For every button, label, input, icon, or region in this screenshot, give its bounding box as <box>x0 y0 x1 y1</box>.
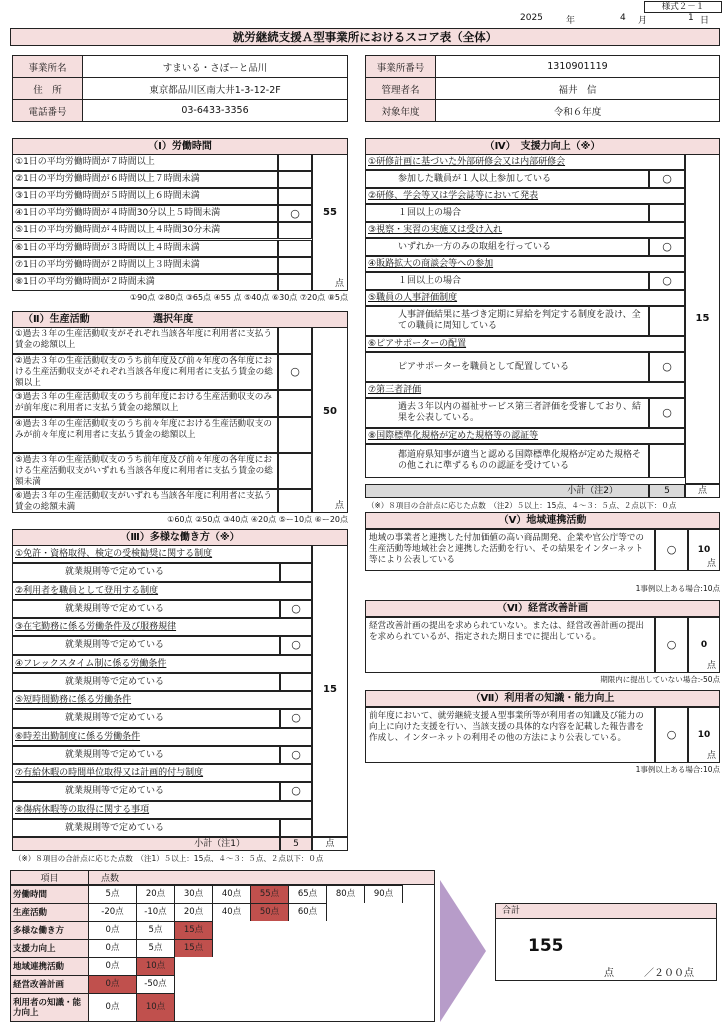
summary-cell: 0点 <box>89 975 137 993</box>
summary-cell: 90点 <box>365 885 403 903</box>
sec3-item-heading: ②利用者を職員として登用する制度 <box>12 582 312 600</box>
sec3-score-cell <box>312 545 348 837</box>
summary-cell: 40点 <box>213 903 251 921</box>
sec3-item-label: 就業規則等で定めている <box>12 673 280 691</box>
sec3-item-label: 就業規則等で定めている <box>12 819 280 837</box>
sec2-item-label: ①過去３年の生産活動収支がそれぞれ当該各年度に利用者に支払う賃金の総額以上 <box>12 327 278 354</box>
summary-cell: 80点 <box>327 885 365 903</box>
sec4-item-label: 都道府県知事が適当と認める国際標準化規格が定めた規格その他これに準ずるものの認証を受けている <box>365 444 649 478</box>
sec4-item-mark <box>649 204 685 222</box>
summary-cell: 15点 <box>175 939 213 957</box>
phone-row <box>13 100 348 122</box>
summary-cell: 30点 <box>175 885 213 903</box>
sec4-item-heading: ②研修、学会等又は学会誌等において発表 <box>365 188 685 204</box>
total-label: 合計 <box>496 904 716 919</box>
sec4-item-mark: ○ <box>649 352 685 382</box>
date-month: 4 <box>620 13 626 23</box>
label: 事業所番号 <box>366 56 436 78</box>
sec5-mark: ○ <box>655 529 688 571</box>
label: 管理者名 <box>366 78 436 100</box>
sec4-item-label: いずれか一方のみの取組を行っている <box>365 238 649 256</box>
summary-cell: -10点 <box>137 903 175 921</box>
sec1-body <box>12 154 348 291</box>
sec3-item-heading: ④フレックスタイム制に係る労働条件 <box>12 655 312 673</box>
sec1-unit: 点 <box>334 279 344 289</box>
sec2-unit: 点 <box>334 501 344 511</box>
summary-cell: 65点 <box>289 885 327 903</box>
sec4-subtotal: 5 <box>649 484 685 498</box>
sec3-item-label: 就業規則等で定めている <box>12 709 280 727</box>
sec4-unit: 点 <box>685 484 720 498</box>
sec4-item-mark <box>649 306 685 336</box>
sec6-note: 期限内に提出していない場合:-50点 <box>600 675 720 684</box>
sec1-item-mark <box>278 171 312 188</box>
summary-cell: 20点 <box>175 903 213 921</box>
sec3-score: 15 <box>323 684 337 695</box>
sec7-unit: 点 <box>706 751 716 761</box>
sec6-mark: ○ <box>655 617 688 673</box>
sec5-note: 1事例以上ある場合:10点 <box>635 584 720 593</box>
sec1-item-mark <box>278 274 312 291</box>
value: 福井 信 <box>436 78 720 100</box>
sec4-item-mark <box>649 444 685 478</box>
sec1-item-mark <box>278 154 312 171</box>
form-number: 様式２－１ <box>644 1 722 13</box>
sec4-item-label: １回以上の場合 <box>365 204 649 222</box>
sec7-score: 10 <box>697 730 711 740</box>
summary-cell: 5点 <box>137 939 175 957</box>
summary-cell: 0点 <box>89 993 137 1021</box>
sec4-item-heading: ④販路拡大の商談会等への参加 <box>365 256 685 272</box>
sec5-unit: 点 <box>706 559 716 569</box>
summary-cell: 10点 <box>137 957 175 975</box>
sec5-score-cell <box>688 529 720 571</box>
sec4-item-heading: ⑤職員の人事評価制度 <box>365 290 685 306</box>
sec3-subtotal-label: 小計（注1） <box>12 837 280 851</box>
sec2-note: ①60点 ②50点 ③40点 ④20点 ⑤ー10点 ⑥ー20点 <box>167 515 348 524</box>
sec1-item-label: ⑦1日の平均労働時間が２時間以上３時間未満 <box>12 257 278 274</box>
facility-name-row <box>13 56 348 78</box>
sec3-item-mark: ○ <box>280 636 312 654</box>
sec4-note: （※）８項目の合計点に応じた点数 （注2）５以上：15点、４～３：５点、２点以下：０点 <box>367 501 677 510</box>
sec3-item-mark: ○ <box>280 709 312 727</box>
sec4-item-heading: ⑥ピアサポーターの配置 <box>365 336 685 352</box>
sec4-subtotal-label: 小計（注2） <box>365 484 649 498</box>
sec2-title: （Ⅱ）生産活動 <box>23 314 90 325</box>
sec5-text: 地域の事業者と連携した付加価値の高い商品開発、企業や官公庁等での生産活動等地域社会と連携した活動を行い、その結果をインターネット等により公表している <box>365 529 655 571</box>
sec3-item-heading: ①免許・資格取得、検定の受検勧奨に関する制度 <box>12 545 312 563</box>
summary-cell: -20点 <box>89 903 137 921</box>
sec7-text: 前年度において、就労継続支援Ａ型事業所等が利用者の知識及び能力の向上に向けた支援を行い、当該支援の具体的な内容を記載した報告書を作成し、インターネットの利用その他の方法により公表している。 <box>365 707 655 763</box>
summary-cell: 5点 <box>137 921 175 939</box>
summary-cell: 55点 <box>251 885 289 903</box>
sec2-item-label: ②過去３年の生産活動収支のうち前年度及び前々年度の各年度における生産活動収支がそれぞれ当該各年度に利用者に支払う賃金の総額以上 <box>12 354 278 390</box>
sec3-item-mark <box>280 819 312 837</box>
sec3-item-label: 就業規則等で定めている <box>12 600 280 618</box>
sec2-header <box>12 311 348 328</box>
summary-row-label: 経営改善計画 <box>11 975 89 993</box>
sec3-item-heading: ⑥時差出勤制度に係る労働条件 <box>12 728 312 746</box>
sec4-item-mark: ○ <box>649 398 685 428</box>
sec1-item-mark <box>278 222 312 239</box>
summary-cell: 0点 <box>89 957 137 975</box>
sec3-item-mark: ○ <box>280 600 312 618</box>
sec6-unit: 点 <box>706 661 716 671</box>
sec3-title: （Ⅲ）多様な働き方（※） <box>12 529 348 546</box>
facility-meta-table <box>365 55 720 122</box>
summary-cell: 60点 <box>289 903 327 921</box>
sec2-item-label: ⑤過去３年の生産活動収支のうち前年度及び前々年度の各年度における生産活動収支がいずれも当該各年度に利用者に支払う賃金の総額未満 <box>12 453 278 489</box>
sec4-item-mark: ○ <box>649 238 685 256</box>
sec3-item-heading: ⑤短時間勤務に係る労働条件 <box>12 691 312 709</box>
sec3-unit: 点 <box>312 837 348 851</box>
sec4-item-label: ピアサポーターを職員として配置している <box>365 352 649 382</box>
sec2-item-mark <box>278 489 312 513</box>
sec1-item-label: ⑤1日の平均労働時間が４時間以上４時間30分未満 <box>12 222 278 239</box>
date <box>520 13 720 25</box>
sec4-item-mark: ○ <box>649 272 685 290</box>
sec7-title: （Ⅶ）利用者の知識・能力向上 <box>365 690 720 707</box>
sec7-note: 1事例以上ある場合:10点 <box>635 765 720 774</box>
sec4-item-heading: ⑧国際標準化規格が定めた規格等の認証等 <box>365 428 685 444</box>
summary-cell: 0点 <box>89 939 137 957</box>
sec3-item-heading: ⑦有給休暇の時間単位取得又は計画的付与制度 <box>12 764 312 782</box>
sec3-item-mark <box>280 563 312 581</box>
total-unit: 点 <box>604 968 614 979</box>
sec2-item-mark <box>278 390 312 417</box>
summary-row-label: 支援力向上 <box>11 939 89 957</box>
summary-table <box>10 870 435 1022</box>
sec1-item-mark <box>278 188 312 205</box>
sec1-item-label: ②1日の平均労働時間が６時間以上７時間未満 <box>12 171 278 188</box>
sec3-subtotal: 5 <box>280 837 312 851</box>
sec3-item-label: 就業規則等で定めている <box>12 563 280 581</box>
sec2-subtitle: 選択年度 <box>153 314 194 325</box>
summary-cell: 15点 <box>175 921 213 939</box>
sec3-note: （※）８項目の合計点に応じた点数 （注1）５以上：15点、４～３：５点、２点以下：０点 <box>14 854 324 863</box>
sec3-item-label: 就業規則等で定めている <box>12 782 280 800</box>
total-box <box>495 903 717 981</box>
summary-row-label: 多様な働き方 <box>11 921 89 939</box>
value: すまいる・さぽーと品川 <box>83 56 348 78</box>
sec3-item-heading: ⑧傷病休暇等の取得に関する事項 <box>12 801 312 819</box>
label: 電話番号 <box>13 100 83 122</box>
label: 対象年度 <box>366 100 436 122</box>
sec2-item-mark: ○ <box>278 354 312 390</box>
sec1-item-mark <box>278 257 312 274</box>
summary-cell: 5点 <box>89 885 137 903</box>
facility-info-table <box>12 55 348 122</box>
sec1-item-label: ③1日の平均労働時間が５時間以上６時間未満 <box>12 188 278 205</box>
sec6-title: （Ⅵ）経営改善計画 <box>365 600 720 617</box>
sec1-item-label: ⑥1日の平均労働時間が３時間以上４時間未満 <box>12 240 278 257</box>
sec2-item-mark <box>278 453 312 489</box>
label: 事業所名 <box>13 56 83 78</box>
sec4-score-cell <box>685 154 720 484</box>
sec5-title: （Ⅴ）地域連携活動 <box>365 512 720 529</box>
sec3-item-label: 就業規則等で定めている <box>12 636 280 654</box>
sec3-item-mark <box>280 673 312 691</box>
sec6-text: 経営改善計画の提出を求められていない。または、経営改善計画の提出を求められているが、指定された期日までに提出している。 <box>365 617 655 673</box>
sec4-item-heading: ③視察・実習の実施又は受け入れ <box>365 222 685 238</box>
sec7-score-cell <box>688 707 720 763</box>
address-row <box>13 78 348 100</box>
sec6-score: 0 <box>700 640 708 650</box>
sec1-item-label: ④1日の平均労働時間が４時間30分以上５時間未満 <box>12 205 278 222</box>
arrow-icon <box>440 880 486 1022</box>
sec1-item-mark <box>278 240 312 257</box>
sec2-item-label: ③過去３年の生産活動収支のうち前年度における生産活動収支のみが前年度に利用者に支払う賃金の総額以上 <box>12 390 278 417</box>
sec1-item-label: ⑧1日の平均労働時間が２時間未満 <box>12 274 278 291</box>
sec1-note: ①90点 ②80点 ③65点 ④55 点 ⑤40点 ⑥30点 ⑦20点 ⑧5点 <box>129 293 348 302</box>
sec4-item-label: １回以上の場合 <box>365 272 649 290</box>
sec2-item-label: ⑥過去３年の生産活動収支がいずれも当該各年度に利用者に支払う賃金の総額未満 <box>12 489 278 513</box>
facility-number-row <box>366 56 720 78</box>
manager-row <box>366 78 720 100</box>
value: 東京都品川区南大井1-3-12-2F <box>83 78 348 100</box>
sec1-item-mark: ○ <box>278 205 312 222</box>
sec4-item-label: 人事評価結果に基づき定期に昇給を判定する制度を設け、全ての職員に周知している <box>365 306 649 336</box>
value: 令和６年度 <box>436 100 720 122</box>
sec2-score: 50 <box>323 406 337 417</box>
summary-row-label: 利用者の知識・能力向上 <box>11 993 89 1021</box>
sec4-item-heading: ⑦第三者評価 <box>365 382 685 398</box>
target-year-row <box>366 100 720 122</box>
value: 1310901119 <box>436 56 720 78</box>
sec4-item-heading: ①研修計画に基づいた外部研修会又は内部研修会 <box>365 154 685 170</box>
summary-cell: 20点 <box>137 885 175 903</box>
total-value: 155 <box>528 936 564 956</box>
date-year-label: 年 <box>566 16 576 26</box>
summary-head-item: 項目 <box>11 871 89 885</box>
sec4-body <box>365 154 720 498</box>
sec3-item-mark: ○ <box>280 746 312 764</box>
sec2-score-cell <box>312 327 348 513</box>
sec7-mark: ○ <box>655 707 688 763</box>
summary-row-label: 生産活動 <box>11 903 89 921</box>
date-year: 2025 <box>520 13 543 23</box>
label: 住 所 <box>13 78 83 100</box>
date-month-label: 月 <box>638 16 648 26</box>
sec2-item-mark <box>278 417 312 453</box>
date-day-label: 日 <box>700 16 710 26</box>
sec2-body <box>12 327 348 513</box>
sec1-title: （Ⅰ）労働時間 <box>12 138 348 155</box>
sec6-score-cell <box>688 617 720 673</box>
sec2-item-label: ④過去３年の生産活動収支のうち前々年度における生産活動収支のみが前々年度に利用者に支払う賃金の総額以上 <box>12 417 278 453</box>
sec4-item-mark: ○ <box>649 170 685 188</box>
summary-cell: -50点 <box>137 975 175 993</box>
summary-cell: 10点 <box>137 993 175 1021</box>
summary-row-label: 労働時間 <box>11 885 89 903</box>
summary-row-label: 地域連携活動 <box>11 957 89 975</box>
summary-head-points: 点数 <box>89 871 434 885</box>
summary-cell: 0点 <box>89 921 137 939</box>
sec5-score: 10 <box>697 545 711 555</box>
sec1-item-label: ①1日の平均労働時間が７時間以上 <box>12 154 278 171</box>
sec4-item-label: 参加した職員が１人以上参加している <box>365 170 649 188</box>
sec4-item-label: 過去３年以内の福祉サービス第三者評価を受審しており、結果を公表している。 <box>365 398 649 428</box>
summary-cell: 50点 <box>251 903 289 921</box>
sec1-score: 55 <box>323 207 337 218</box>
sec3-body <box>12 545 348 851</box>
sec2-item-mark <box>278 327 312 354</box>
sec3-item-mark: ○ <box>280 782 312 800</box>
sec1-score-cell <box>312 154 348 291</box>
sec3-item-label: 就業規則等で定めている <box>12 746 280 764</box>
page-title: 就労継続支援Ａ型事業所におけるスコア表（全体） <box>10 28 720 46</box>
summary-cell: 40点 <box>213 885 251 903</box>
sec4-score: 15 <box>695 313 710 324</box>
sec4-title: （Ⅳ） 支援力向上（※） <box>365 138 720 155</box>
sec3-item-heading: ③在宅勤務に係る労働条件及び服務規律 <box>12 618 312 636</box>
total-max: ／２００点 <box>644 968 694 979</box>
value: 03-6433-3356 <box>83 100 348 122</box>
date-day: 1 <box>688 13 694 23</box>
